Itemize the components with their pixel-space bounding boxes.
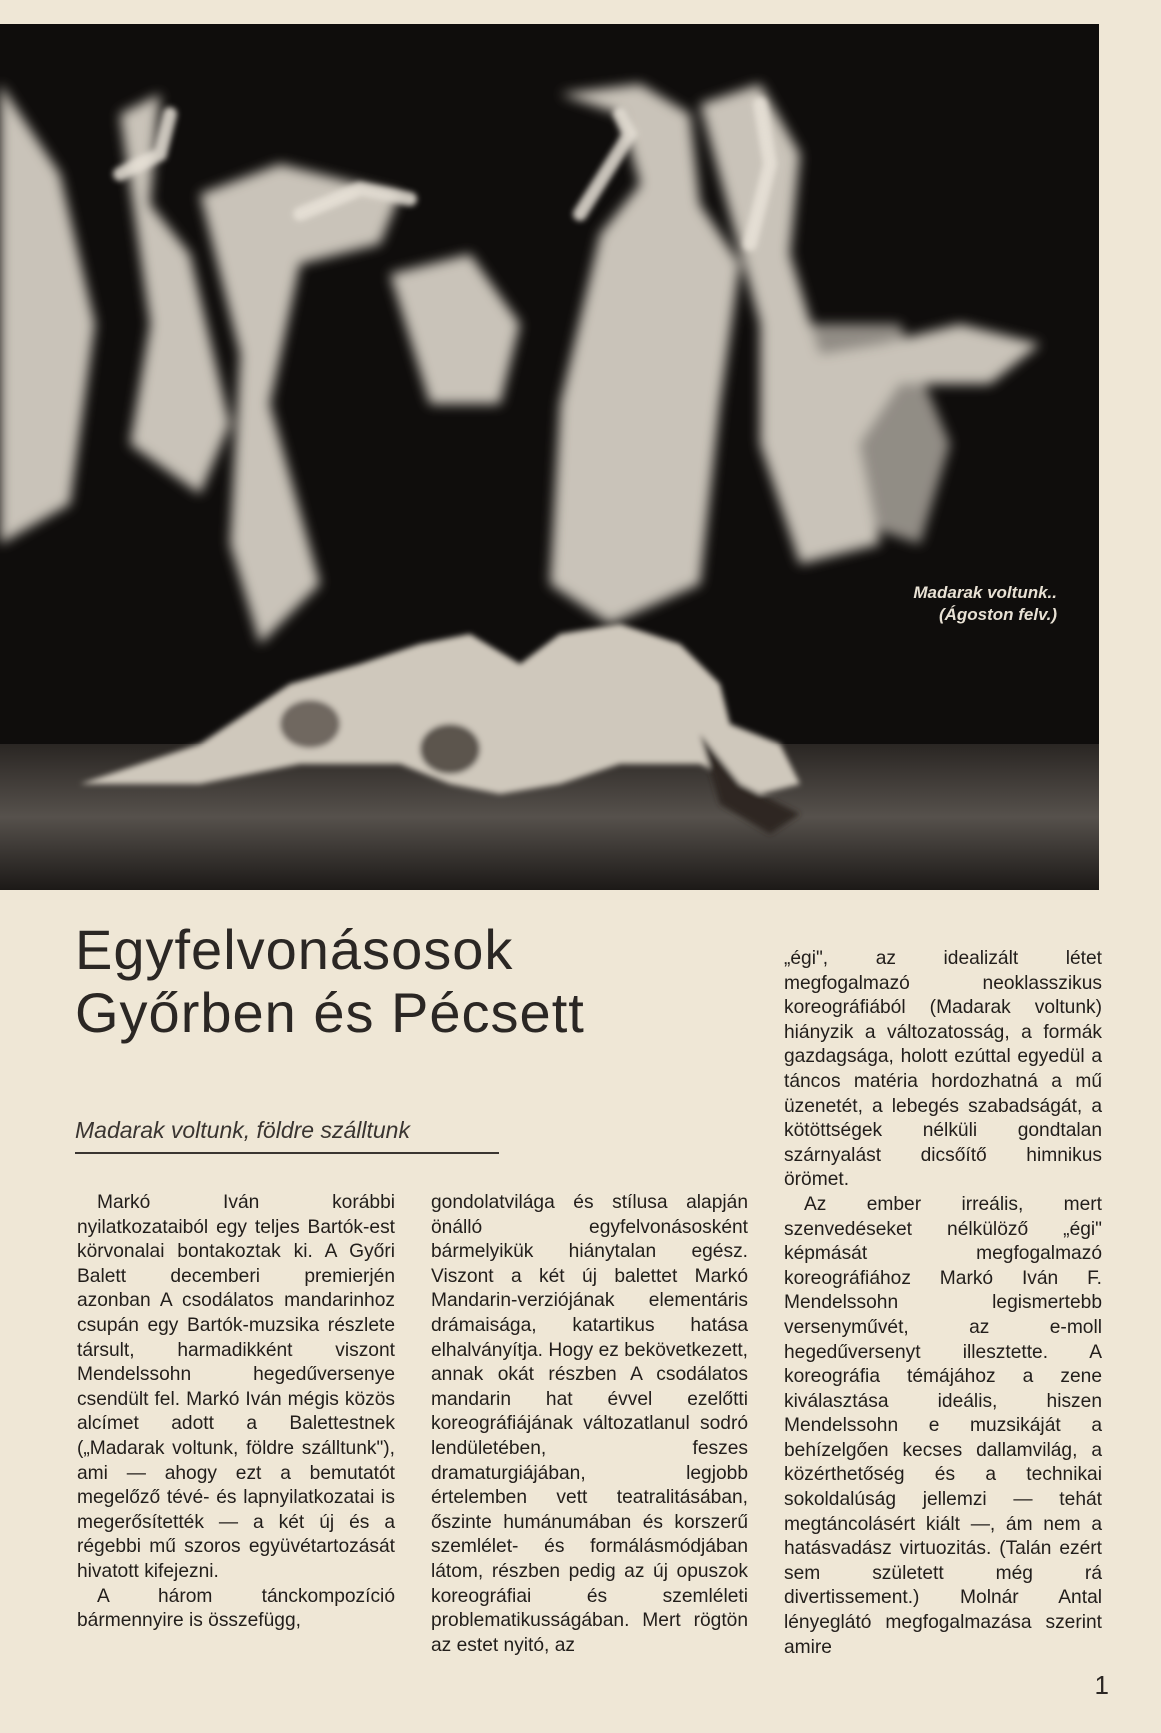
ballet-photo bbox=[0, 24, 1099, 890]
dancers-image bbox=[0, 24, 1099, 890]
paragraph: „égi", az idealizált létet megfogalmazó neoklasszikus koreográfiából (Madarak voltunk) hiányzik a változatosság, a formák gazdagsága, holott ezúttal egyedül a táncos matéria hordozhatná a mű üzenetét, a lebegés szabadságát, a kötöttségek nélküli gondtalan szárnyalást dicsőítő himnikus örömet. bbox=[784, 948, 1102, 1191]
page-number: 1 bbox=[1094, 1670, 1109, 1700]
article-title bbox=[75, 918, 585, 1044]
paragraph: A három tánckompozíció bármennyire is összefügg, bbox=[77, 1585, 395, 1632]
subtitle-divider bbox=[75, 1152, 499, 1154]
caption-line-2: (Ágoston felv.) bbox=[938, 605, 1057, 624]
paragraph: Markó Iván korábbi nyilatkozataiból egy teljes Bartók-est körvonalai bontakoztak ki. A Győri Balett decemberi premierjén azonban A csodálatos mandarinhoz csupán egy Bartók-muzsika részlete társult, harmadikként viszont Mendelssohn hegedűversenye csendült fel. Markó Iván mégis közös alcímet adott a Balettestnek („Madarak voltunk, földre szálltunk"), ami — ahogy ezt a bemutatót megelőző tévé- és lapnyilatkozatai is megerősítették — a két új és a régebbi mű szoros együvétartozását hivatott kifejezni. bbox=[77, 1192, 395, 1582]
title-line-2: Győrben és Pécsett bbox=[75, 981, 585, 1044]
text-column-2 bbox=[431, 1191, 748, 1658]
text-column-3 bbox=[784, 947, 1102, 1660]
title-line-1: Egyfelvonásosok bbox=[75, 918, 514, 981]
paragraph: gondolatvilága és stílusa alapján önálló egyfelvonásosként bármelyikük hiánytalan egész. Viszont a két új balettet Markó Mandarin-verziójának elementáris drámaisága, katartikus hatása elhalványítja. Hogy ez bekövetkezett, annak okát részben A csodálatos mandarin hat évvel ezelőtti koreográfiájának változatlanul sodró lendületében, feszes dramaturgiájában, legjobb értelemben vett teatralitásában, őszinte humánumában és korszerű szemlélet- és formálásmódjában látom, részben pedig az új opuszok koreográfiai és szemléleti problematikusságában. Mert rögtön az estet nyitó, az bbox=[431, 1192, 748, 1656]
article-subtitle: Madarak voltunk, földre szálltunk bbox=[75, 1117, 410, 1143]
photo-caption bbox=[913, 582, 1057, 626]
caption-line-1: Madarak voltunk.. bbox=[913, 583, 1057, 602]
paragraph: Az ember irreális, mert szenvedéseket nélkülöző „égi" képmását megfogalmazó koreográfiához Markó Iván F. Mendelssohn legismertebb versenyművét, az e-moll hegedűversenyt illesztette. A koreográfia témájához a zene kiválasztása ideális, hiszen Mendelssohn e muzsikáját a behízelgően kecses dallamvilág, a közérthetőség és a technikai sokoldalúság jellemzi — tehát megtáncolásért kiált —, ám nem a hatásvadász virtuozitás. (Talán ezért sem született még rá divertissement.) Molnár Antal lényeglátó megfogalmazása szerint amire bbox=[784, 1193, 1102, 1658]
text-column-1 bbox=[77, 1191, 395, 1634]
